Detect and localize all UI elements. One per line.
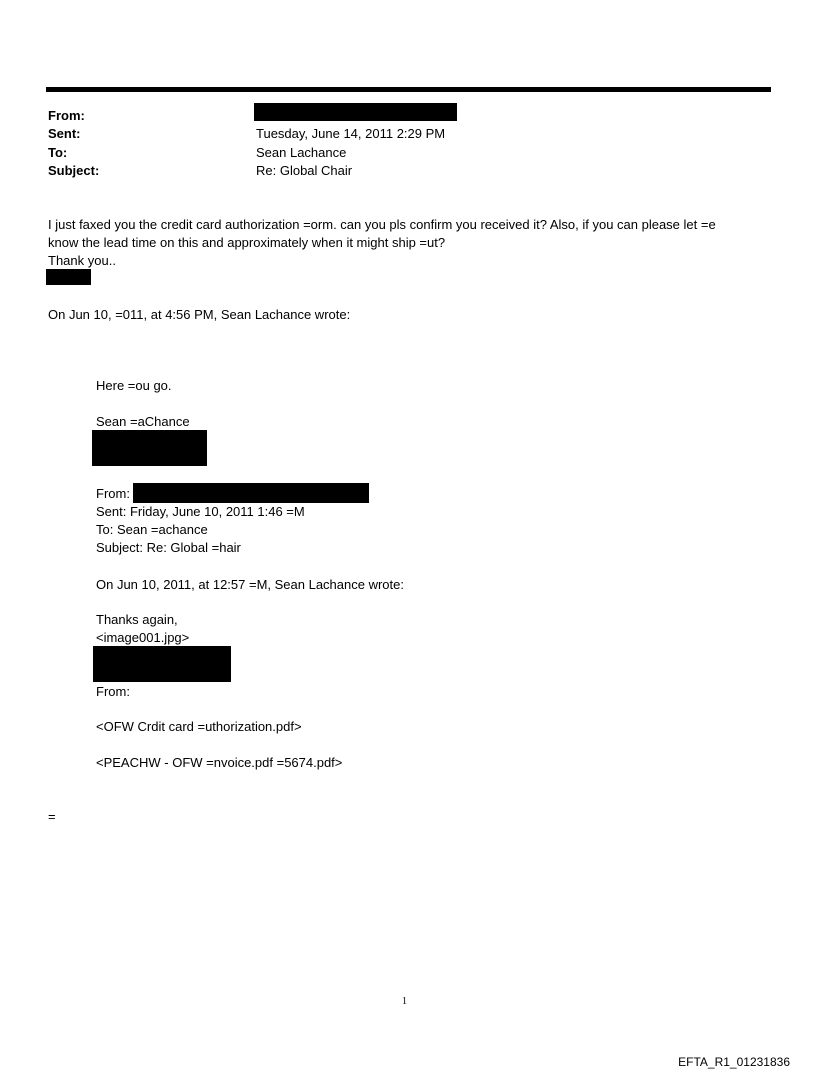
redaction-signature-block [92,430,207,466]
redaction-from-address [254,103,457,121]
redaction-inner-block [93,646,231,682]
document-id: EFTA_R1_01231836 [678,1055,790,1069]
quoted-to: To: Sean =achance [96,522,208,537]
header-rule [46,87,771,92]
body-line-1: I just faxed you the credit card authorization =orm. can you pls confirm you received it? Also, if you can please let =e [48,217,716,232]
quoted-thanks: Thanks again, [96,612,178,627]
quoted-image-placeholder: <image001.jpg> [96,630,190,645]
redaction-sender-name [46,269,91,285]
redaction-quoted-from [133,483,369,503]
subject-value: Re: Global Chair [256,163,353,178]
sent-value: Tuesday, June 14, 2011 2:29 PM [256,126,446,141]
to-label: To: [48,145,68,160]
attachment-credit-card: <OFW Crdit card =uthorization.pdf> [96,719,302,734]
from-label: From: [48,108,85,123]
page-number: 1 [402,996,407,1007]
quoted-here-you-go: Here =ou go. [96,378,172,393]
quoted-inner-intro: On Jun 10, 2011, at 12:57 =M, Sean Lachance wrote: [96,577,404,592]
trailing-equals: = [48,809,56,824]
quoted-signature: Sean =aChance [96,414,190,429]
quoted-from-label-2: From: [96,684,130,699]
quoted-from-label: From: [96,486,130,501]
body-line-2: know the lead time on this and approximately when it might ship =ut? [48,235,446,250]
sent-label: Sent: [48,126,81,141]
quoted-sent: Sent: Friday, June 10, 2011 1:46 =M [96,504,305,519]
subject-label: Subject: [48,163,100,178]
to-value: Sean Lachance [256,145,347,160]
quote-intro: On Jun 10, =011, at 4:56 PM, Sean Lachance wrote: [48,307,351,322]
quoted-subject: Subject: Re: Global =hair [96,540,241,555]
attachment-invoice: <PEACHW - OFW =nvoice.pdf =5674.pdf> [96,755,343,770]
body-line-3: Thank you.. [48,253,116,268]
